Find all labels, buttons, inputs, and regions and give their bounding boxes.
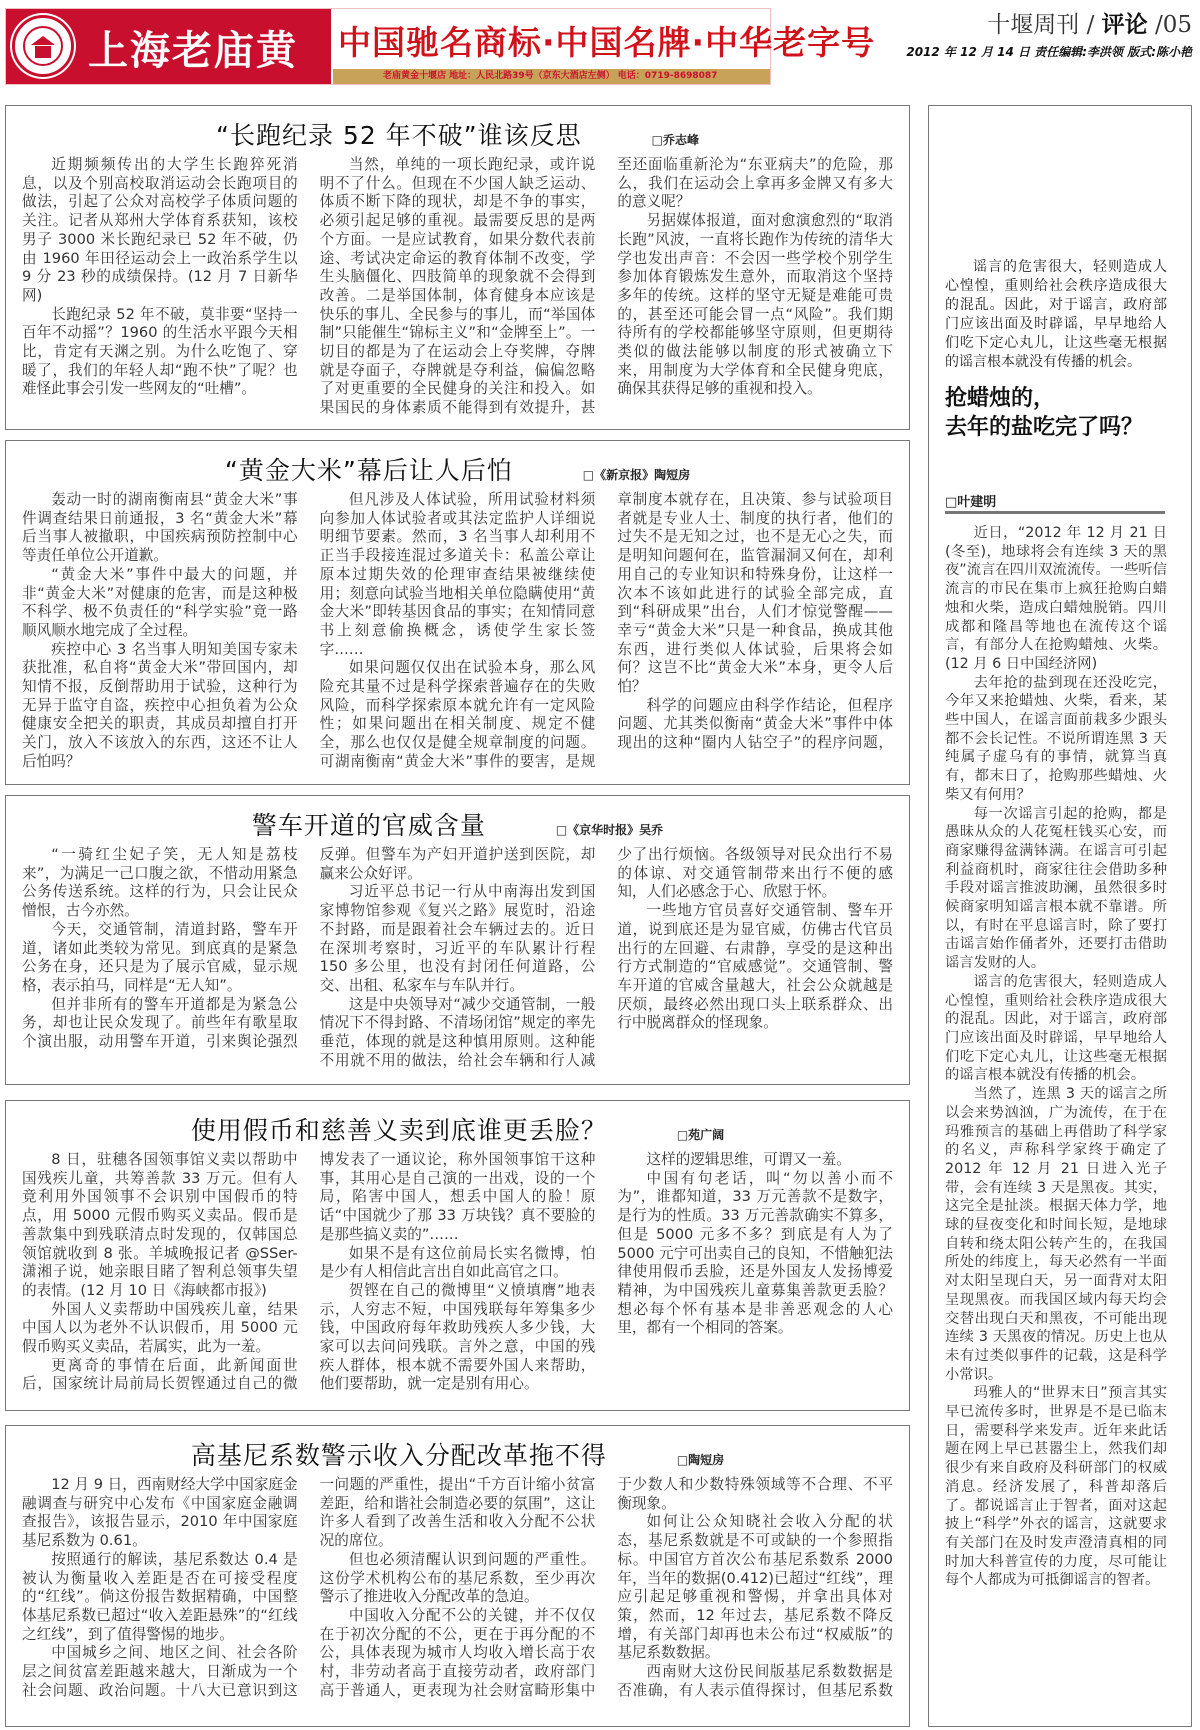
paragraph: 中国有句老话，叫“勿以善小而不为”，谁都知道，33 万元善款不是数字，是行为的性质。33 万元善款确实不算多，但是 5000 元多不多？到底是有人为了 5000 元宁可出卖自己的良知，不惜触犯法律使用假币丢脸，还是外国友人发扬博爱精神，为中国残疾儿童募集善款更丢脸？想必每个怀有基本是非善恶观念的人心里，都有一个相同的答案。: [617, 1169, 893, 1337]
article-byline: □陶短房: [676, 1453, 725, 1467]
article-gini-coefficient: [5, 1425, 910, 1727]
article-byline: □《新京报》陶短房: [582, 468, 691, 482]
page-number: /05: [1147, 12, 1192, 38]
article-byline: □乔志峰: [651, 133, 699, 147]
ad-slogan: 中国驰名商标·中国名牌·中华老字号: [338, 23, 876, 62]
paragraph: 一些地方官员喜好交通管制、警车开道，说到底还是为显官威，仿佛古代官员出行的左回避、右肃静，享受的是这种出行方式制造的“官威感觉”。交通管制、警车开道的官威含量越大，社会公众就越是厌烦，最终必然出现口头上联系群众、出行中脱离群众的怪现象。: [617, 902, 893, 1032]
paragraph: 12 月 9 日，西南财经大学中国家庭金融调查与研究中心发布《中国家庭金融调查报告》，该报告显示，2010 年中国家庭基尼系数为 0.61。: [22, 1476, 298, 1550]
paragraph: 中国收入分配不公的关键，并不仅仅在于初次分配的不公，更在于再分配的不公，具体表现为城市人均收入增长高于农村，非劳动者高于直接劳动者，政府部门高于普通人，更表现为社会财富畸形集中于少数人和少数特殊领域等不合理、不平衡现象。: [319, 1476, 893, 1699]
article-body: [6, 491, 909, 774]
paragraph: 贺铿在自己的微博里“义愤填膺”地表示，人穷志不短，中国残联每年筹集多少钱，中国政府每年救助残疾人多少钱，大家可以去问问残联。言外之意，中国的残疾人群体，根本就不需要外国人来帮助，他们要帮助，就一定是别有用心。: [319, 1281, 596, 1393]
article-byline: □苑广阔: [676, 1128, 725, 1142]
paragraph: 另据媒体报道，面对愈演愈烈的“取消长跑”风波，一直将长跑作为传统的清华大学也发出声音：不会因一些学校个别学生参加体育锻炼发生意外，而取消这个坚持多年的传统。这样的坚守无疑是难能可贵的，甚至还可能会冒一点“风险”。我们期待所有的学校都能够坚守原则，但更期待类似的做法能够以制度的形式被确立下来，用制度为大学体育和全民健身兜底，确保其获得足够的重视和投入。: [617, 212, 893, 398]
paragraph: 中国城乡之间、地区之间、社会各阶层之间贫富差距越来越大，日渐成为一个社会问题、政治问题。十八大已意识到这一问题的严重性，提出“千方百计缩小贫富差距，给和谐社会制造必要的氛围”，这让许多人看到了改善生活和收入分配不公状况的席位。: [22, 1476, 596, 1699]
paragraph: 近期频频传出的大学生长跑猝死消息，以及个别高校取消运动会长跑项目的做法，引起了公众对高校学子体质问题的关注。记者从郑州大学体育系获知，该校男子 3000 米长跑纪录已 52 年不破，仍由 1960 年田径运动会上一政治系学生以 9 分 23 秒的成绩保持。(12 月 7 日新华网): [22, 156, 298, 304]
paragraph: 8 日，驻穗各国领事馆义卖以帮助中国残疾儿童，共筹善款 33 万元。但有人竟利用外国领事不会识别中国假币的特点，用 5000 元假币购买义卖品。假币是善款集中到残联清点时发现的，仅韩国总领馆就收到 8 张。羊城晚报记者 @SSer-潇湘子说，她亲眼目睹了智利总领事失望的表情。(12 月 10 日《海峡都市报》): [22, 1151, 298, 1299]
pull-quote: 谣言的危害很大，轻则造成人心惶惶，重则给社会秩序造成很大的混乱。因此，对于谣言，政府部门应该出面及时辟谣，早早地给人们吃下定心丸儿，让这些毫无根据的谣言根本就没有传播的机会。: [945, 259, 1167, 370]
divider: [945, 511, 1165, 514]
masthead: [906, 6, 1192, 60]
paragraph: 谣言的危害很大，轻则造成人心惶惶，重则给社会秩序造成很大的混乱。因此，对于谣言，政府部门应该出面及时辟谣，早早地给人们吃下定心丸儿，让这些毫无根据的谣言根本就没有传播的机会。: [945, 973, 1167, 1084]
paragraph: 按照通行的解读，基尼系数达 0.4 是被认为衡量收入差距是否在可接受程度的“红线”。倘这份报告数据精确，中国整体基尼系数已超过“收入差距悬殊”的“红线之红线”，到了值得警惕的地步。: [22, 1550, 298, 1643]
paragraph: 玛雅人的“世界末日”预言其实早已流传多时，世界是不是已临末日，需要科学来发声。近年来此话题在网上早已甚嚣尘上，然我们却很少有来自政府及科研部门的权威消息。经济发展了，科普却落后了。都说谣言止于智者，面对这起披上“科学”外衣的谣言，这就要求有关部门在及时发声澄清真相的同时加大科普宣传的力度，尽可能让每个人都成为可抵御谣言的智者。: [945, 1385, 1167, 1589]
separator: /: [1079, 12, 1102, 38]
paragraph: 这样的逻辑思维，可谓又一羞。: [646, 1151, 851, 1168]
article-long-distance-record: [5, 105, 910, 430]
paragraph: 当然了，连黑 3 天的谣言之所以会来势汹汹，广为流传，在于在玛雅预言的基础上再借助了科学家的名义，声称科学家终于确定了 2012 年 12 月 21 日进入光子带，会有连续 3 天是黑夜。其实，这完全是扯淡。根据天体力学，地球的昼夜变化和时间长短，是地球自转和绕太阳公转产生的，在我国所处的纬度上，每天必然有一半面对太阳呈现白天，另一面背对太阳呈现黑夜。而我国区域内每天均会交替出现白天和黑夜，不可能出现连续 3 天黑夜的情况。历史上也从未有过类似事件的记载，这是科学小常识。: [945, 1086, 1167, 1383]
paragraph: 西南财大这份民间版基尼系数数据是否准确，有人表示值得探讨，但基尼系数: [617, 1663, 893, 1699]
title-line-2: 去年的盐吃完了吗？: [945, 415, 1144, 440]
paragraph: 外国人义卖帮助中国残疾儿童，结果中国人以为老外不认识假币，用 5000 元假币购买义卖品，若属实，此为一羞。: [22, 1300, 298, 1356]
sidebar-article-candle-rumor: [928, 105, 1192, 1727]
article-body: [6, 1151, 909, 1400]
article-header: [6, 796, 909, 846]
article-header: [6, 106, 909, 156]
paragraph: “黄金大米”事件中最大的问题，并非“黄金大米”对健康的危害，而是这种极不科学、极不负责任的“科学实验”竟一路顺风顺水地完成了全过程。: [22, 565, 298, 639]
paragraph: 每一次谣言引起的抢购，都是愚昧从众的人花冤枉钱买心安，而商家赚得盆满钵满。在谣言可引起利益商机时，商家往往会借助多种手段对谣言推波助澜，虽然很多时候商家明知谣言根本就不靠谱。所以，有时在平息谣言时，除了要打击谣言始作俑者外，还要打击借助谣言发财的人。: [945, 805, 1167, 972]
advertisement-banner: [5, 8, 876, 131]
article-golden-rice: [5, 440, 910, 785]
paper-name: 十堰周刊: [987, 12, 1080, 38]
title-line-1: 抢蜡烛的，: [945, 386, 1056, 411]
temple-emblem-icon: [12, 15, 74, 77]
sidebar-byline: □叶建明: [945, 495, 997, 510]
paragraph: 习近平总书记一行从中南海出发到国家博物馆参观《复兴之路》展览时，沿途不封路，而是跟着社会车辆过去的。近日在深圳考察时，习近平的车队累计行程 150 多公里，也没有封闭任何道路，公交、出租、私家车与车队并行。: [319, 883, 596, 994]
paragraph: 如何让公众知晓社会收入分配的状态，基尼系数就是不可或缺的一个参照指标。中国官方首次公布基尼系数系 2000 年，当年的数据(0.412)已超过“红线”，理应引起足够重视和警惕，并拿出具体对策，然而，12 年过去，基尼系数不降反增，有关部门却再也未公布过“权威版”的基尼系数数据。: [617, 1513, 893, 1662]
article-body: [6, 846, 909, 1074]
paragraph: 长跑纪录 52 年不破，莫非要“坚持一百年不动摇”？1960 的生活水平跟今天相比，肯定有天渊之别。为什么吃饱了、穿暖了，我们的年轻人却“跑不快”了呢？也难怪此事会引发一些网友的“吐槽”。: [22, 305, 298, 398]
ad-address: 老庙黄金十堰店 地址：人民北路39号（京东大酒店左侧） 电话：0719-8698087: [333, 69, 770, 84]
article-title: “黄金大米”幕后让人后怕: [224, 456, 513, 485]
paragraph: 今天，交通管制，清道封路，警车开道，诸如此类较为常见。到底真的是紧急公务在身，还只是为了展示官威，显示规格，表示拍马，同样是“无人知”。: [22, 920, 298, 994]
issue-info: 2012 年 12 月 14 日 责任编辑:李洪领 版式:陈小艳: [906, 45, 1192, 59]
paragraph: 但也必须清醒认识到问题的严重性。这份学术机构公布的基尼系数，至少再次警示了推进收入分配改革的急迫。: [319, 1550, 596, 1606]
paragraph: 当然，单纯的一项长跑纪录，或许说明不了什么。但现在不少国人缺乏运动、体质不断下降的现状，却是不争的事实，必须引起足够的重视。最需要反思的是两个方面。一是应试教育，如果分数代表前途、考试决定命运的教育体制不改变，学生头脑僵化、四肢简单的现象就不会得到改善。二是举国体制，体育健身本应该是快乐的事儿、全民参与的事儿，而“举国体制”只能催生“锦标主义”和“金牌至上”。一切目的都是为了在运动会上夺奖牌，夺牌就是夺面子，夺牌就是夺利益，偏偏忽略了对更重要的全民健身的关注和投入。如果国民的身体素质不能得到有效提升，甚至还面临重新沦为“东亚病夫”的危险，那么，我们在运动会上拿再多金牌又有多大的意义呢？: [319, 156, 893, 417]
paragraph: 这是中央领导对“减少交通管制，一般情况下不得封路、不清场闭馆”规定的率先垂范，体现的就是这种慎用原则。这种能不用就不用的做法，给社会车辆和行人减少了出行烦恼。各级领导对民众出行不易的体谅、对交通管制带来出行不便的感知，人们必感念于心、欣慰于怀。: [319, 846, 893, 1069]
paragraph: 轰动一时的湖南衡南县“黄金大米”事件调查结果日前通报，3 名“黄金大米”幕后当事人被撤职，中国疾病预防控制中心等责任单位公开道歉。: [22, 491, 298, 565]
article-title: 使用假币和慈善义卖到底谁更丢脸？: [190, 1116, 607, 1145]
brand-logo: [6, 9, 331, 131]
brand-name: 上海老庙黄金: [88, 27, 298, 131]
paragraph: 如果问题仅仅出在试验本身，那么风险充其量不过是科学探索普遍存在的失败风险，而科学探索原本就允许有一定风险性；如果问题出在相关制度、规定不健全，那么也仅仅是健全规章制度的问题。可湖南衡南“黄金大米”事件的要害，是规章制度本就存在，且决策、参与试验项目者就是专业人士、制度的执行者，他们的过失不是无知之过，也不是无心之失，而是明知问题何在，监管漏洞又何在，却利用自己的专业知识和特殊身份，让这样一次本不该如此进行的试验全部完成，直到“科研成果”出台，人们才惊觉警醒——幸亏“黄金大米”只是一种食品，换成其他东西，进行类似人体试验，后果将会如何？这岂不比“黄金大米”本身，更令人后怕？: [319, 491, 893, 770]
paragraph: 科学的问题应由科学作结论，但程序问题、尤其类似衡南“黄金大米”事件中体现出的这种“圈内人钻空子”的程序问题，: [617, 696, 893, 752]
article-body: [6, 1476, 909, 1716]
article-counterfeit-charity: [5, 1100, 910, 1411]
paragraph: 但并非所有的警车开道都是为紧急公务，却也让民众发现了。前些年有歌星取个演出服，动用警车开道，引来舆论强烈反弹。但警车为产妇开道护送到医院，却赢来公众好评。: [22, 846, 596, 1051]
article-byline: □《京华时报》吴乔: [555, 823, 664, 837]
paragraph: 去年抢的盐到现在还没吃完，今年又来抢蜡烛、火柴，看来，某些中国人，在谣言面前栽多少跟头都不会长记性。不说所谓连黑 3 天纯属子虚乌有的事情，就算当真有，都末日了，抢购那些蜡烛、火柴又有何用？: [945, 674, 1167, 803]
article-police-escort: [5, 795, 910, 1085]
sidebar-body: [945, 524, 1167, 1719]
article-header: [6, 441, 909, 491]
article-title: “长跑纪录 52 年不破”谁该反思: [216, 121, 582, 150]
paragraph: 近日，“2012 年 12 月 21 日(冬至)，地球将会有连续 3 天的黑夜”流言在四川双流流传。一些听信流言的市民在集市上疯狂抢购白蜡烛和火柴，造成白蜡烛脱销。四川成都和隆昌等地也在流传这个谣言，有部分人在抢购蜡烛、火柴。(12 月 6 日中国经济网): [945, 525, 1167, 672]
paragraph: 如果不是有这位前局长实名微博，怕是少有人相信此言出自如此高官之口。: [319, 1244, 596, 1281]
article-title: 高基尼系数警示收入分配改革拖不得: [190, 1441, 607, 1470]
article-header: [6, 1101, 909, 1151]
paragraph: 更离奇的事情在后面，此新闻面世后，国家统计局前局长贺铿通过自己的微博发表了一通议论，称外国领事馆干这种事，其用心是自己演的一出戏，设的一个局，陷害中国人，想丢中国人的脸！原话“中国就少了那 33 万块钱？真不要脸的是那些搞义卖的”……: [22, 1151, 596, 1393]
article-title: 警车开道的官威含量: [251, 811, 486, 840]
section-name: 评论: [1101, 11, 1148, 38]
paragraph: 疾控中心 3 名当事人明知美国专家未获批准，私自将“黄金大米”带回国内，却知情不报，反倒帮助用于试验，这种行为无异于监守自盗，疾控中心担负着为公众健康安全把关的职责，其成员却擅自打开关门，放入不该放入的东西，这还不让人后怕吗？: [22, 640, 298, 770]
article-body: [6, 156, 909, 419]
sidebar-title: [945, 384, 1143, 442]
paragraph: 但凡涉及人体试验，所用试验材料须向参加人体试验者或其法定监护人详细说明细节要素。然而，3 名当事人却利用不正当手段接连混过多道关卡：私盖公章让原本过期失效的伦理审查结果被继续使用；刻意向试验当地相关单位隐瞒使用“黄金大米”即转基因食品的事实；在知情同意书上刻意偷换概念，诱使学生家长签字……: [319, 491, 596, 658]
paragraph: “一骑红尘妃子笑，无人知是荔枝来”，为满足一己口腹之欲，不惜动用紧急公务传送系统。这样的行为，只会让民众憎恨，古今亦然。: [22, 846, 298, 920]
article-header: [6, 1426, 909, 1476]
